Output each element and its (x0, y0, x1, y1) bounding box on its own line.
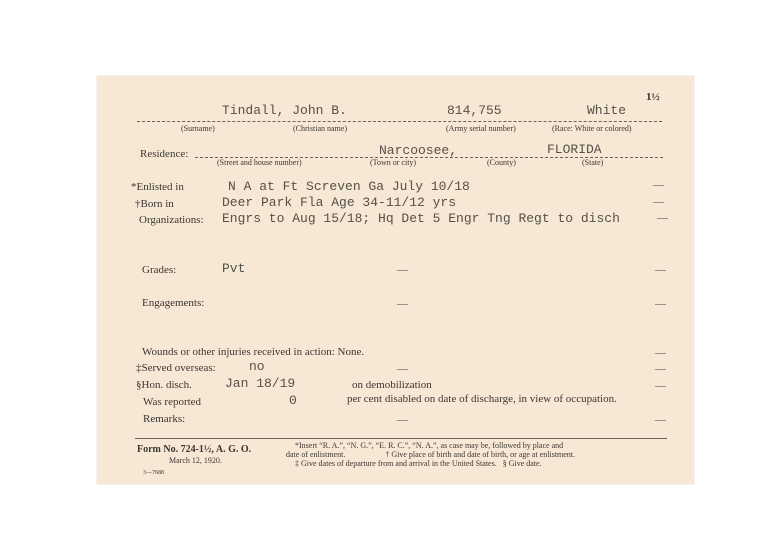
dash-marker: — (655, 380, 666, 392)
dash-marker: — (657, 212, 668, 224)
footnote-line-3: ‡ Give dates of departure from and arrival in the United States. § Give date. (295, 459, 542, 468)
residence-label: Residence: (140, 148, 189, 160)
organizations-value: Engrs to Aug 15/18; Hq Det 5 Engr Tng Regt to disch (222, 211, 620, 226)
hon-discharge-label (136, 380, 192, 391)
dash-marker: — (655, 363, 666, 375)
caption-christian-name: (Christian name) (293, 124, 347, 133)
dash-marker: — (655, 264, 666, 276)
caption-town: (Town or city) (370, 158, 417, 167)
dash-marker: — (397, 264, 408, 276)
corner-mark: 1½ (646, 91, 660, 103)
footnote-mark-section: § (136, 379, 142, 391)
grades-label: Grades: (142, 264, 177, 276)
wounds-label: Wounds or other injuries received in action: None. (142, 346, 365, 358)
header-rule (137, 121, 662, 122)
residence-town: Narcoosee, (379, 143, 458, 158)
dash-marker: — (397, 298, 408, 310)
demobilization-text: on demobilization (352, 379, 432, 391)
grades-value: Pvt (222, 261, 246, 276)
enlisted-value: N A at Ft Screven Ga July 10/18 (228, 179, 470, 194)
dash-marker: — (655, 298, 666, 310)
born-label-text: Born in (140, 198, 174, 210)
footnote-line-2: date of enlistment. † Give place of birth and date of birth, or age at enlistment. (286, 450, 576, 459)
dash-marker: — (653, 179, 664, 191)
footer-rule (135, 438, 667, 439)
caption-street: (Street and house number) (217, 158, 302, 167)
caption-state: (State) (582, 158, 604, 167)
enlisted-label-text: Enlisted in (136, 181, 184, 193)
was-reported-value: 0 (289, 393, 297, 408)
served-overseas-label-text: Served overseas: (141, 362, 216, 374)
footnote-mark-dagger: † (135, 198, 141, 210)
footnote-line-1: *Insert “R. A.”, “N. G.”, “E. R. C.”, “N. A.”, as case may be, followed by place and (295, 441, 564, 450)
hon-discharge-value: Jan 18/19 (225, 376, 296, 391)
enlisted-label (131, 182, 184, 193)
caption-race: (Race: White or colored) (552, 124, 632, 133)
race-value: White (587, 103, 627, 118)
was-reported-label: Was reported (143, 396, 202, 408)
dash-marker: — (655, 414, 666, 426)
serial-number-value: 814,755 (447, 103, 502, 118)
born-label (135, 199, 174, 210)
disabled-text: per cent disabled on date of discharge, in view of occupation. (347, 393, 617, 405)
footnote-mark-asterisk: * (131, 181, 137, 193)
served-overseas-label (136, 363, 216, 374)
organizations-label: Organizations: (139, 214, 204, 226)
dash-marker: — (653, 196, 664, 208)
residence-state: FLORIDA (547, 142, 602, 157)
service-record-card (97, 76, 694, 484)
engagements-label: Engagements: (142, 297, 205, 309)
caption-surname: (Surname) (181, 124, 215, 133)
remarks-label: Remarks: (143, 413, 186, 425)
surname-value: Tindall, John B. (222, 103, 347, 118)
dash-marker: — (655, 347, 666, 359)
form-number: Form No. 724-1½, A. G. O. (137, 444, 252, 455)
caption-county: (County) (487, 158, 516, 167)
print-code: 3—7688 (143, 470, 164, 476)
served-overseas-value: no (249, 359, 265, 374)
born-value: Deer Park Fla Age 34-11/12 yrs (222, 195, 457, 210)
dash-marker: — (397, 363, 408, 375)
dash-marker: — (397, 414, 408, 426)
footnote-mark-double-dagger: ‡ (136, 362, 142, 374)
caption-serial: (Army serial number) (446, 124, 516, 133)
form-date: March 12, 1920. (169, 456, 222, 465)
hon-discharge-label-text: Hon. disch. (141, 379, 192, 391)
